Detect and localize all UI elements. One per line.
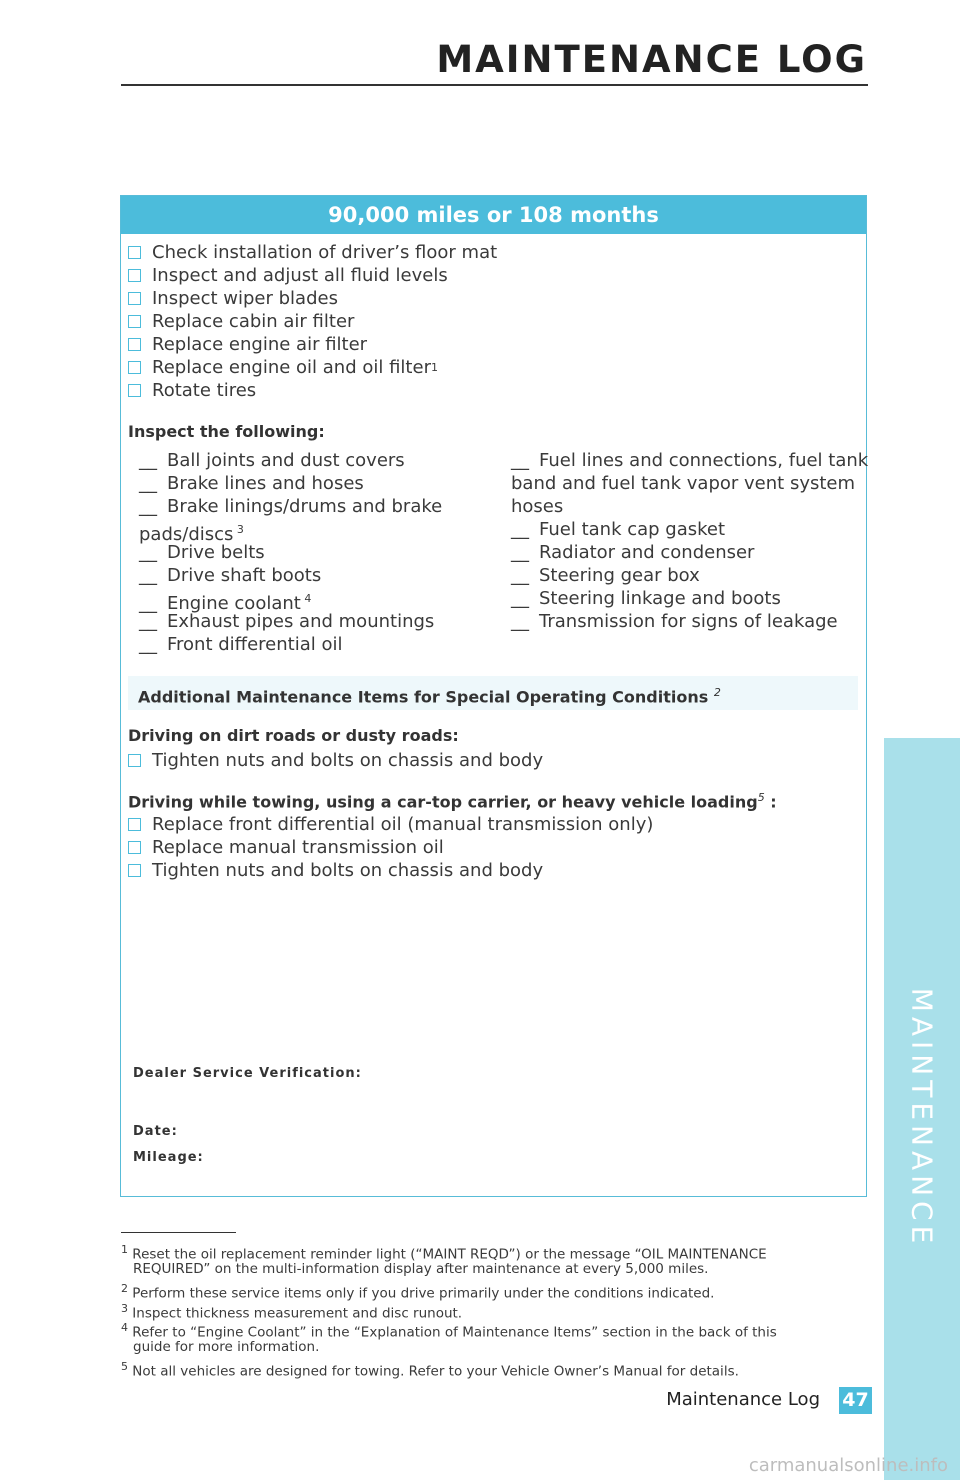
blank-line: __ xyxy=(139,450,157,471)
footnote-ref: 3 xyxy=(233,523,244,536)
footnote-text: Perform these service items only if you drive primarily under the conditions indicated. xyxy=(128,1285,715,1302)
checkbox[interactable] xyxy=(128,269,141,282)
date-label: Date: xyxy=(133,1124,178,1139)
inspect-item-label: Radiator and condenser xyxy=(539,542,755,563)
inspect-item xyxy=(139,610,434,633)
inspect-item-label: Brake lines and hoses xyxy=(167,473,364,494)
inspect-item-label: band and fuel tank vapor vent system xyxy=(511,473,856,494)
checkbox[interactable] xyxy=(128,361,141,374)
title-rule xyxy=(121,84,868,86)
inspect-item xyxy=(139,541,265,564)
inspect-item xyxy=(511,610,838,633)
checklist-item xyxy=(128,287,338,310)
blank-line: __ xyxy=(511,542,529,563)
inspect-item-label: Fuel lines and connections, fuel tank xyxy=(539,450,869,471)
towing-heading-sup: 5 xyxy=(757,791,765,804)
special-heading-sup: 2 xyxy=(713,686,721,699)
side-tab-label: MAINTENANCE xyxy=(905,987,939,1249)
footnote-number: 1 xyxy=(121,1243,128,1256)
inspect-item-label: Drive belts xyxy=(167,542,265,563)
footnote-ref: 1 xyxy=(430,361,438,374)
towing-heading-text: Driving while towing, using a car-top carrier, or heavy vehicle loading xyxy=(128,792,758,812)
checkbox[interactable] xyxy=(128,338,141,351)
inspect-item xyxy=(511,449,868,472)
checklist-item xyxy=(128,310,354,333)
inspect-item-label: pads/discs xyxy=(139,524,234,545)
footnote-number: 4 xyxy=(121,1321,128,1334)
checklist-item xyxy=(128,333,367,356)
footnote-number: 2 xyxy=(121,1282,128,1295)
side-tab-label-wrap xyxy=(884,738,960,1480)
inspect-item-label: Brake linings/drums and brake xyxy=(167,496,443,517)
checkbox[interactable] xyxy=(128,246,141,259)
footnote-text: Refer to “Engine Coolant” in the “Explanation of Maintenance Items” section in the back of this xyxy=(128,1324,777,1341)
watermark: carmanualsonline.info xyxy=(748,1455,948,1476)
checklist-item xyxy=(128,859,543,882)
inspect-item xyxy=(511,518,725,541)
checklist-item xyxy=(128,379,256,402)
towing-heading-colon: : xyxy=(764,792,777,812)
checklist-item-label: Check installation of driver’s floor mat xyxy=(152,242,498,263)
page-number: 47 xyxy=(839,1387,872,1414)
inspect-item xyxy=(139,633,342,656)
footnote-ref: 4 xyxy=(300,592,312,605)
blank-line: __ xyxy=(139,611,157,632)
footnote-number: 5 xyxy=(121,1360,128,1373)
special-conditions-heading xyxy=(128,676,858,710)
footnote-line xyxy=(121,1357,739,1382)
inspect-item xyxy=(139,449,405,472)
checklist-item-label: Inspect and adjust all fluid levels xyxy=(152,265,448,286)
inspect-item-label: Fuel tank cap gasket xyxy=(539,519,726,540)
footnote-text: Inspect thickness measurement and disc runout. xyxy=(128,1305,463,1321)
footnote-line xyxy=(121,1260,708,1280)
inspect-item xyxy=(139,564,321,587)
blank-line: __ xyxy=(511,565,529,586)
checklist-item-label: Tighten nuts and bolts on chassis and body xyxy=(152,860,544,881)
towing-heading xyxy=(128,791,777,811)
footnote-line xyxy=(121,1338,319,1358)
checklist-item-label: Tighten nuts and bolts on chassis and body xyxy=(152,750,544,771)
checkbox[interactable] xyxy=(128,315,141,328)
blank-line: __ xyxy=(511,588,529,609)
mileage-label: Mileage: xyxy=(133,1150,204,1165)
interval-header: 90,000 miles or 108 months xyxy=(121,196,866,234)
inspect-item xyxy=(511,541,754,564)
checklist-item-label: Replace front differential oil (manual transmission only) xyxy=(152,814,654,835)
blank-line: __ xyxy=(139,565,157,586)
blank-line: __ xyxy=(139,473,157,494)
maintenance-box xyxy=(120,195,867,1197)
checklist-item-label: Replace cabin air filter xyxy=(152,311,355,332)
checklist-item-label: Inspect wiper blades xyxy=(152,288,338,309)
footer-label: Maintenance Log xyxy=(666,1389,820,1410)
inspect-item-label: Drive shaft boots xyxy=(167,565,322,586)
blank-line: __ xyxy=(139,593,157,614)
inspect-item-label: Transmission for signs of leakage xyxy=(539,611,838,632)
checklist-item xyxy=(128,813,653,836)
inspect-item xyxy=(511,472,855,495)
footnote-number: 3 xyxy=(121,1301,128,1315)
inspect-item-label: Steering gear box xyxy=(539,565,700,586)
blank-line: __ xyxy=(139,542,157,563)
inspect-item xyxy=(511,564,700,587)
inspect-item-label: Front differential oil xyxy=(167,634,343,655)
checkbox[interactable] xyxy=(128,754,141,767)
inspect-item xyxy=(139,472,364,495)
checklist-item-label: Replace engine air filter xyxy=(152,334,368,355)
inspect-item-label: Engine coolant xyxy=(167,593,301,614)
checkbox[interactable] xyxy=(128,818,141,831)
dealer-verification-label: Dealer Service Verification: xyxy=(133,1066,362,1081)
checkbox[interactable] xyxy=(128,292,141,305)
inspect-item xyxy=(511,495,563,518)
inspect-item-label: hoses xyxy=(511,496,564,517)
checklist-item xyxy=(128,749,543,772)
blank-line: __ xyxy=(139,496,157,517)
inspect-item-label: Ball joints and dust covers xyxy=(167,450,405,471)
footnote-rule xyxy=(121,1232,236,1233)
inspect-item-label: Steering linkage and boots xyxy=(539,588,781,609)
footnote-text: Reset the oil replacement reminder light (“MAINT REQD”) or the message “OIL MAINTENANCE xyxy=(128,1246,767,1263)
inspect-heading: Inspect the following: xyxy=(128,422,325,441)
blank-line: __ xyxy=(139,634,157,655)
special-heading-text: Additional Maintenance Items for Special Operating Conditions xyxy=(138,687,709,707)
checkbox[interactable] xyxy=(128,864,141,877)
footnote-text: REQUIRED” on the multi-information display after maintenance at every 5,000 miles. xyxy=(133,1260,709,1277)
blank-line: __ xyxy=(511,519,529,540)
page-title: MAINTENANCE LOG xyxy=(436,38,867,81)
checkbox[interactable] xyxy=(128,841,141,854)
inspect-item-label: Exhaust pipes and mountings xyxy=(167,611,435,632)
checklist-item-label: Rotate tires xyxy=(152,380,257,401)
dirt-roads-heading: Driving on dirt roads or dusty roads: xyxy=(128,726,459,745)
footnote-text: Not all vehicles are designed for towing. Refer to your Vehicle Owner’s Manual for details. xyxy=(128,1363,739,1380)
checklist-item xyxy=(128,836,444,859)
blank-line: __ xyxy=(511,611,529,632)
checklist-item-label: Replace engine oil and oil filter xyxy=(152,357,431,378)
checklist-item xyxy=(128,356,438,379)
inspect-item xyxy=(139,495,442,518)
inspect-item xyxy=(511,587,781,610)
checklist-item-label: Replace manual transmission oil xyxy=(152,837,444,858)
footnote-text: guide for more information. xyxy=(133,1338,320,1355)
checklist-item xyxy=(128,241,497,264)
checklist-item xyxy=(128,264,448,287)
checkbox[interactable] xyxy=(128,384,141,397)
blank-line: __ xyxy=(511,450,529,471)
